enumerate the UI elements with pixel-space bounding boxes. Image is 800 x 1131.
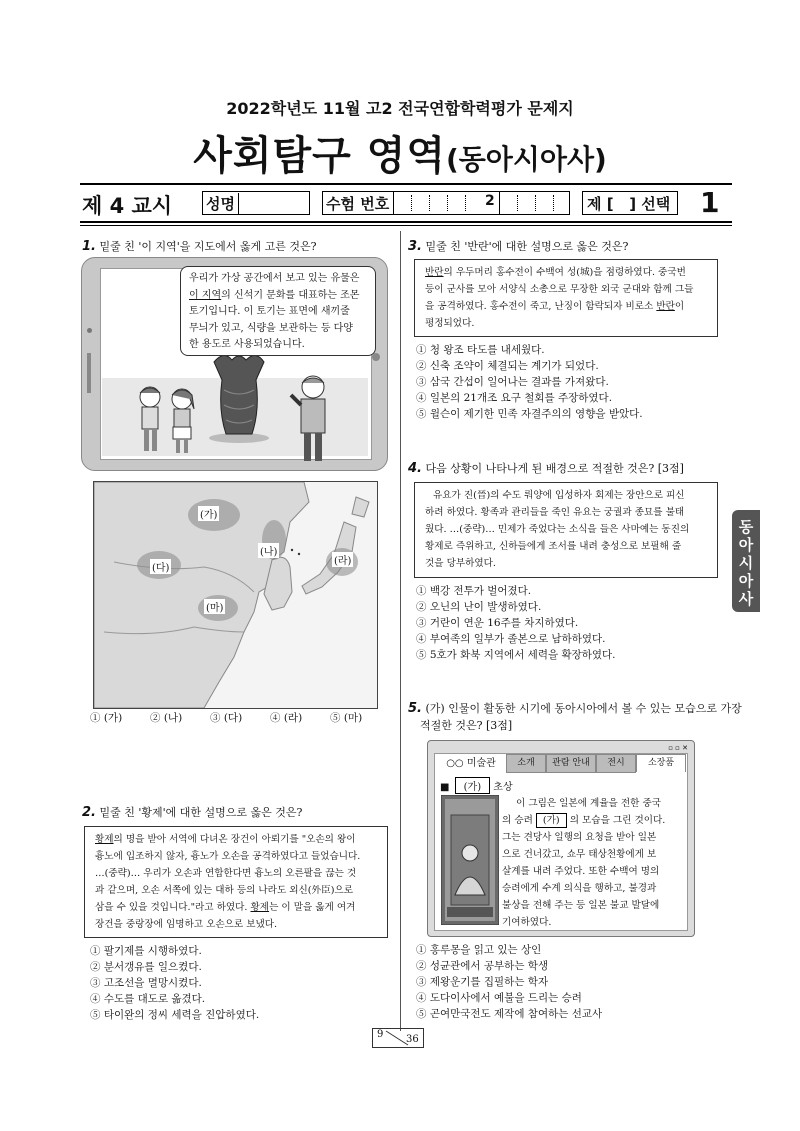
q4-choices (416, 583, 616, 663)
q5-choice-5[interactable]: ⑤ 곤여만국전도 제작에 참여하는 선교사 (416, 1008, 603, 1020)
name-label: 성명 (206, 193, 239, 214)
q3-choices (416, 342, 643, 422)
museum-name: ○○ 미술관 (446, 758, 496, 769)
item-title: ■ (가) 초상 (440, 777, 513, 794)
q2-stem: 2. 밑줄 친 '황제'에 대한 설명으로 옳은 것은? (82, 805, 303, 820)
tab-visit-info[interactable]: 관람 안내 (546, 754, 596, 773)
exam-number-digit: 2 (485, 193, 495, 209)
q3-choice-5[interactable]: ⑤ 윌슨이 제기한 민족 자결주의의 영향을 받았다. (416, 408, 643, 420)
q3-choice-3[interactable]: ③ 삼국 간섭이 일어나는 결과를 가져왔다. (416, 376, 609, 388)
q5-choice-3[interactable]: ③ 제왕운기를 집필하는 학자 (416, 976, 549, 988)
q1-choice-2[interactable]: ② (나) (150, 712, 183, 724)
q2-choice-5[interactable]: ⑤ 타이완의 정씨 세력을 진압하였다. (90, 1009, 260, 1021)
q4-passage: 유요가 진(晉)의 수도 뤄양에 입성하자 회제는 장안으로 피신 하려 하였다. 황족과 관리들을 죽인 유요는 궁궐과 종묘를 불태 웠다. …(중략)… 민제가 죽었다는 소식을 들은 사마예는 동진의 황제로 즉위하고, 신하들에게 조서를 내려 충성으로 보필해 줄 것을 당부하였다. (414, 482, 718, 578)
map-label-ra: (라) (332, 552, 353, 567)
header-rule-top (80, 183, 732, 185)
q4-stem: 4. 다음 상황이 나타나게 된 배경으로 적절한 것은? [3점] (408, 461, 684, 476)
subject-title (0, 124, 800, 181)
map-label-ma: (마) (204, 599, 225, 614)
q3-choice-2[interactable]: ② 신축 조약이 체결되는 계기가 되었다. (416, 360, 599, 372)
pottery-icon (204, 350, 274, 445)
q4-choice-5[interactable]: ⑤ 5호가 화북 지역에서 세력을 확장하였다. (416, 649, 616, 661)
exam-title: 2022학년도 11월 고2 전국연합학력평가 문제지 (226, 99, 574, 118)
museum-window (427, 740, 695, 937)
map-label-ga: (가) (198, 506, 219, 521)
q4-choice-2[interactable]: ② 오닌의 난이 발생하였다. (416, 601, 542, 613)
footer-total: 36 (406, 1034, 419, 1045)
period-label: 제 4 교시 (82, 194, 173, 218)
q3-passage: 반란의 우두머리 홍수전이 수백여 성(城)을 점령하였다. 중국번 등이 군사를 모아 서양식 소총으로 무장한 외국 군대와 함께 그들 을 공격하였다. 홍수전이 죽고, 난징이 함락되자 비로소 반란이 평정되었다. (414, 259, 718, 337)
tab-intro[interactable]: 소개 (506, 754, 546, 773)
exam-number-label: 수험 번호 (326, 195, 390, 213)
east-asia-map (93, 481, 378, 709)
footer-page: 9 (377, 1029, 384, 1040)
q3-stem: 3. 밑줄 친 '반란'에 대한 설명으로 옳은 것은? (408, 239, 629, 254)
map-label-na: (나) (258, 543, 279, 558)
q3-choice-4[interactable]: ④ 일본의 21개조 요구 철회를 주장하였다. (416, 392, 613, 404)
subject-sub: (동아시아사) (445, 143, 607, 176)
q4-choice-1[interactable]: ① 백강 전투가 벌어졌다. (416, 585, 532, 597)
students-icon (132, 383, 202, 463)
window-controls[interactable]: ▫ ▫ ✕ (668, 744, 688, 752)
q2-choice-2[interactable]: ② 분서갱유를 일으켰다. (90, 961, 202, 973)
q4-choice-3[interactable]: ③ 거란이 연운 16주를 차지하였다. (416, 617, 579, 629)
choice-label: 제 [ ] 선택 (587, 195, 671, 213)
q1-choice-3[interactable]: ③ (다) (210, 712, 243, 724)
teacher-icon (287, 373, 337, 468)
q1-choice-5[interactable]: ⑤ (마) (330, 712, 363, 724)
column-divider (400, 231, 401, 1031)
q5-choice-4[interactable]: ④ 도다이사에서 예불을 드리는 승려 (416, 992, 582, 1004)
q1-choice-1[interactable]: ① (가) (90, 712, 123, 724)
tab-collection[interactable]: 소장품 (636, 754, 686, 772)
page-footer (372, 1028, 422, 1048)
q3-choice-1[interactable]: ① 청 왕조 타도를 내세웠다. (416, 344, 545, 356)
q4-choice-4[interactable]: ④ 부여족의 일부가 졸본으로 남하하였다. (416, 633, 606, 645)
q1-choice-4[interactable]: ④ (라) (270, 712, 303, 724)
q2-choice-1[interactable]: ① 팔기제를 시행하였다. (90, 945, 202, 957)
subject-side-tab: 동 아 시 아 사 (732, 510, 760, 612)
monk-portrait (441, 795, 499, 925)
map-label-da: (다) (150, 559, 171, 574)
q1-stem: 1. 밑줄 친 '이 지역'을 지도에서 옳게 고른 것은? (82, 239, 317, 254)
q5-stem: 5. (가) 인물이 활동한 시기에 동아시아에서 볼 수 있는 모습으로 가장 적절한 것은? [3점] (408, 701, 742, 732)
q2-passage: 황제의 명을 받아 서역에 다녀온 장건이 아뢰기를 "오손의 왕이 흉노에 입조하지 않자, 흉노가 오손을 공격하였다고 들었습니다. …(중략)… 우리가 오손과 연합한다면 흉노의 오른팔을 끊는 것 과 같으며, 오손 서쪽에 있는 대하 등의 나라도 외신(外臣)으로 삼을 수 있을 것입니다."라고 하였다. 황제는 이 말을 옳게 여겨 장건을 중랑장에 임명하고 오손으로 보냈다. (84, 826, 388, 938)
q5-choices (416, 942, 602, 1022)
q2-choices (90, 943, 259, 1023)
q5-choice-1[interactable]: ① 홍루몽을 읽고 있는 상인 (416, 944, 542, 956)
subject-main: 사회탐구 영역 (193, 133, 446, 179)
square-bullet-icon: ■ (440, 782, 450, 793)
q2-choice-3[interactable]: ③ 고조선을 멸망시켰다. (90, 977, 202, 989)
speech-bubble: 우리가 가상 공간에서 보고 있는 유물은 이 지역의 신석기 문화를 대표하는 조몬 토기입니다. 이 토기는 표면에 새끼줄 무늬가 있고, 식량을 보관하는 등 다양 한 용도로 사용되었습니다. (180, 266, 376, 356)
page-number: 1 (700, 186, 720, 219)
q5-choice-2[interactable]: ② 성균관에서 공부하는 학생 (416, 960, 549, 972)
choice-field[interactable] (582, 191, 678, 215)
header-rule-bottom-thin (80, 225, 732, 226)
exam-number-field[interactable] (322, 191, 570, 215)
tab-exhibition[interactable]: 전시 (596, 754, 636, 773)
header-rule-bottom (80, 221, 732, 223)
name-field[interactable] (202, 191, 310, 215)
item-description: 이 그림은 일본에 계율을 전한 중국 의 승려 (가) 의 모습을 그린 것이다. 그는 견당사 일행의 요청을 받아 일본 으로 건너갔고, 쇼무 태상천황에게 보 살계를 내려 주었다. 또한 수백여 명의 승려에게 수계 의식을 행하고, 불경과 불상을 전해 주는 등 일본 불교 발달에 기여하였다. (502, 798, 666, 928)
q2-choice-4[interactable]: ④ 수도를 대도로 옮겼다. (90, 993, 206, 1005)
